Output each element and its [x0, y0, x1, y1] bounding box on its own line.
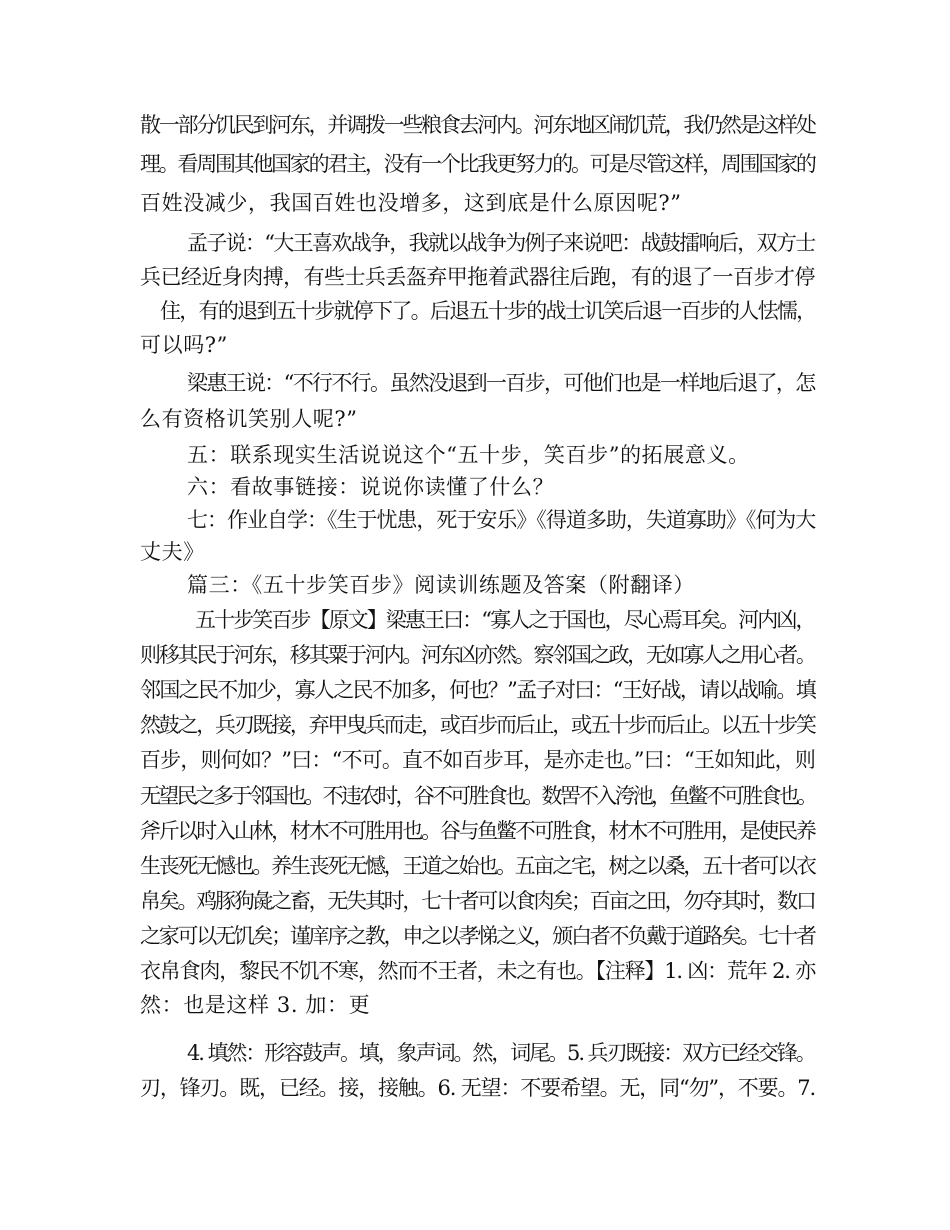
- text-line: 百姓没减少，我国百姓也没增多，这到底是什么原因呢?”: [140, 191, 682, 215]
- text-line: 住，有的退到五十步就停下了。后退五十步的战士讥笑后退一百步的人怯懦，: [160, 299, 816, 323]
- text-line: 百步，则何如？”曰：“不可。直不如百步耳，是亦走也。”曰：“王如知此，则: [140, 748, 816, 772]
- text-line: 可以吗?”: [140, 333, 228, 357]
- text-line: 兵已经近身肉搏，有些士兵丢盔弃甲拖着武器往后跑，有的退了一百步才停: [140, 265, 815, 289]
- text-line: 七：作业自学：《生于忧患，死于安乐》《得道多助，失道寡助》《何为大: [187, 508, 816, 532]
- text-line: 理。看周围其他国家的君主，没有一个比我更努力的。可是尽管这样，周围国家的: [140, 152, 815, 176]
- text-line: 斧斤以时入山林，材木不可胜用也。谷与鱼鳖不可胜食，材木不可胜用，是使民养: [140, 819, 815, 843]
- text-line: 生丧死无憾也。养生丧死无憾，王道之始也。五亩之宅，树之以桑，五十者可以衣: [140, 854, 815, 878]
- text-line: 然鼓之，兵刃既接，弃甲曳兵而走，或百步而后止，或五十步而后止。以五十步笑: [140, 713, 815, 737]
- text-line: 则移其民于河东，移其粟于河内。河东凶亦然。察邻国之政，无如寡人之用心者。: [140, 643, 815, 667]
- text-line: 刃，锋刃。既，已经。接，接触。6. 无望：不要希望。无，同“勿”，不要。7.: [140, 1076, 816, 1100]
- text-line: 无望民之多于邻国也。不违农时，谷不可胜食也。数罟不入洿池，鱼鳖不可胜食也。: [140, 784, 816, 808]
- section-heading: 篇三：《五十步笑百步》阅读训练题及答案（附翻译）: [187, 573, 695, 597]
- text-line: 梁惠王说：“不行不行。虽然没退到一百步，可他们也是一样地后退了，怎: [187, 371, 815, 395]
- text-line: 孟子说：“大王喜欢战争，我就以战争为例子来说吧：战鼓擂响后，双方士: [187, 231, 815, 255]
- text-line: 散一部分饥民到河东，并调拨一些粮食去河内。河东地区闹饥荒，我仍然是这样处: [140, 113, 815, 137]
- text-line: 六：看故事链接：说说你读懂了什么？: [187, 475, 555, 499]
- text-line: 然：也是这样 3. 加：更: [140, 993, 371, 1017]
- text-line: 丈夫》: [140, 540, 205, 564]
- text-line: 4. 填然：形容鼓声。填，象声词。然，词尾。5. 兵刃既接：双方已经交锋。: [187, 1041, 815, 1065]
- text-line: 五十步笑百步【原文】梁惠王曰：“寡人之于国也，尽心焉耳矣。河内凶，: [195, 608, 815, 632]
- text-line: 衣帛食肉，黎民不饥不寒，然而不王者，未之有也。【注释】1. 凶：荒年 2. 亦: [140, 959, 815, 983]
- text-line: 么有资格讥笑别人呢?”: [140, 407, 358, 431]
- text-line: 五：联系现实生活说说这个“五十步，笑百步”的拓展意义。: [187, 443, 750, 467]
- text-line: 帛矣。鸡豚狗彘之畜，无失其时，七十者可以食肉矣；百亩之田，勿夺其时，数口: [140, 889, 815, 913]
- text-line: 邻国之民不加少，寡人之民不加多，何也？”孟子对曰：“王好战，请以战喻。填: [140, 678, 816, 702]
- text-line: 之家可以无饥矣；谨庠序之教，申之以孝悌之义，颁白者不负戴于道路矣。七十者: [140, 924, 815, 948]
